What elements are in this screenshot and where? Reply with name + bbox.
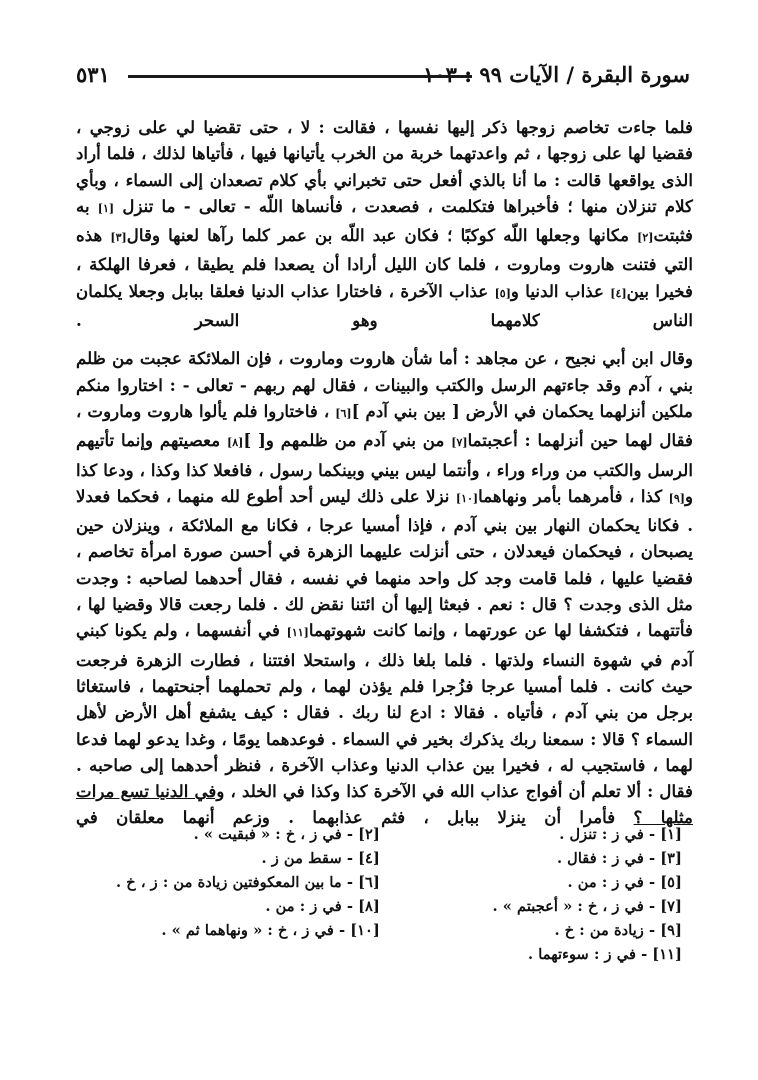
footnote-row	[80, 895, 692, 919]
footnote-row	[80, 943, 692, 967]
page-header	[76, 62, 690, 92]
footnote-item	[80, 943, 380, 967]
main-text	[76, 114, 693, 831]
footnote-row	[80, 847, 692, 871]
page-number: ٥٣١	[76, 62, 110, 87]
footnote-item: [٢] - في ز ، خ : « فبقيت » .	[193, 826, 380, 843]
underlined-phrase: وفي الدنيا تسع مرات مثلها ؟	[76, 781, 693, 828]
text-run: وقال ابن أبي نجيح ، عن مجاهد : أما شأن هاروت وماروت ، فإن الملائكة عجبت من ظلم بني ، آدم وقد جاءتهم الرسل والكتب والبينات ، فقال لهم ربهم - تعالى - : اختاروا منكم ملكين أنزلهما يحكمان في الأرض [ بين بني آدم ]	[76, 348, 693, 421]
text-run: فلما جاءت تخاصم زوجها ذكر إليها نفسها ، فقالت : لا ، حتى تقضيا لي على زوجي ، فقضيا لها على زوجها ، ثم واعدتهما خربة من الخرب يأتيانها فيها ، فأتياها لذلك ، فلما أراد الذى يواقعها قالت : ما أنا بالذي أفعل حتى تخبراني بأي كلام تصعدان إلى السماء ، وبأي كلام تنزلان منها ؛ فأخبراها فتكلمت ، فصعدت ، فأنساها اللّه - تعالى - ما تنزل	[76, 117, 694, 216]
footnote-row	[80, 919, 692, 943]
footnote-item: [٧] - في ز ، خ : « أعجبتم » .	[492, 898, 682, 915]
text-run: ، فاختاروا فلم يألوا هاروت وماروت ، فقال لهما حين أنزلهما : أعجبتما	[76, 400, 694, 451]
footnote-marker: [١٠]	[455, 491, 479, 505]
footnote-marker: [٦]	[335, 406, 352, 420]
footnote-marker: [٨]	[226, 436, 244, 450]
footnote-item: [٤] - سقط من ز .	[261, 850, 380, 867]
text-run: مكانها وجعلها اللّه كوكبًا ؛ فكان عبد اللّه بن عمر كلما رآها لعنها وقال	[126, 225, 630, 246]
text-run: عذاب الدنيا و	[510, 280, 604, 301]
footnote-marker: [٩]	[668, 491, 685, 505]
text-run: به فثبتت	[76, 195, 693, 246]
footnote-item: [١١] - في ز : سوءتهما .	[528, 946, 682, 963]
header-rule	[128, 75, 472, 78]
text-run: كذا ، فأمرهما بأمر ونهاهما	[478, 485, 663, 506]
text-run: معصيتهم وإنما تأتيهم الرسل والكتب من وراء وراء ، وأنتما ليس بيني وبينكما رسول ، فافعلا كذا وكذا ، ودعا كذا و	[76, 430, 694, 506]
text-run: في أنفسهما ، ولم يكونا كبني آدم في شهوة النساء ولذتها . فلما بلغا ذلك ، واستحلا افتتنا ، فطارت الزهرة فرجعت حيث كانت . فلما أمسيا عرجا فزُجرا فلم يؤذن لهما ، ولم تحملهما أجنحتهما ، فاستغاثا برجل من بني آدم ، فأتياه . فقالا : ادع لنا ربك . فقال : كيف يشفع أهل الأرض لأهل السماء ؟ قالا : سمعنا ربك يذكرك بخير في السماء . فوعدهما يومًا ، وغدا يدعو لهما فدعا لهما ، فاستجيب له ، فخيرا بين عذاب الدنيا وعذاب الآخرة ، فنظر أحدهما إلى صاحبه . فقال : ألا تعلم أن أفواج عذاب الله في الآخرة كذا وكذا في الخلد ،	[76, 620, 694, 802]
footnotes	[80, 823, 692, 967]
running-title: سورة البقرة / الآيات ٩٩ : ١٠٣	[423, 62, 690, 87]
footnote-item: [٨] - في ز : من .	[265, 898, 380, 915]
footnote-marker: [٥]	[494, 286, 511, 300]
footnote-item: [٣] - في ز : فقال .	[556, 850, 682, 867]
footnote-marker: [٧]	[451, 436, 468, 450]
footnote-item: [١] - في ز : تنزل .	[559, 826, 682, 843]
footnote-item: [٦] - ما بين المعكوفتين زيادة من : ز ، خ .	[116, 874, 380, 891]
footnote-item: [١٠] - في ز ، خ : « ونهاهما ثم » .	[161, 922, 380, 939]
footnote-marker: [١١]	[286, 626, 309, 640]
footnote-marker: [٤]	[610, 286, 627, 300]
footnote-item: [٩] - زيادة من : خ .	[554, 922, 682, 939]
text-run: فأمرا أن ينزلا ببابل ، فثم عذابهما . وزعم أنهما معلقان في	[76, 807, 616, 828]
footnote-row	[80, 871, 692, 895]
text-run: من بني آدم من ظلمهم و[ ]	[243, 430, 445, 451]
text-run: هذه التي فتنت هاروت وماروت ، فلما كان الليل أرادا أن يصعدا فلم يطيقا ، فعرفا الهلكة ، فخيرا بين	[76, 225, 693, 301]
footnote-marker: [١]	[97, 201, 115, 215]
paragraph	[76, 345, 693, 830]
footnote-item: [٥] - في ز : من .	[567, 874, 682, 891]
footnote-row	[80, 823, 692, 847]
footnote-marker: [٢]	[637, 231, 654, 245]
paragraph	[76, 114, 693, 333]
text-run: نزلا على ذلك ليس أحد أطوع لله منهما ، فحكما فعدلا . فكانا يحكمان النهار بين بني آدم ، فإذا أمسيا عرجا ، فكانا مع الملائكة ، وينزلان حين يصبحان ، فيحكمان فيعدلان ، حتى أنزلت عليهما الزهرة في أحسن صورة امرأة تخاصم ، فقضيا عليها ، فلما قامت وجد كل واحد منهما في نفسه ، فقال أحدهما لصاحبه : وجدت مثل الذى وجدت ؟ قال : نعم . فبعثا إليها أن ائتنا نقض لك . فلما رجعت قالا وقضيا لها ، فأتتهما ، فتكشفا لها عن عورتهما ، وإنما كانت شهوتهما	[76, 485, 693, 641]
text-run: عذاب الآخرة ، فاختارا عذاب الدنيا فعلقا ببابل وجعلا يكلمان الناس كلامهما وهو السحر .	[76, 280, 693, 331]
footnote-marker: [٣]	[110, 231, 127, 245]
